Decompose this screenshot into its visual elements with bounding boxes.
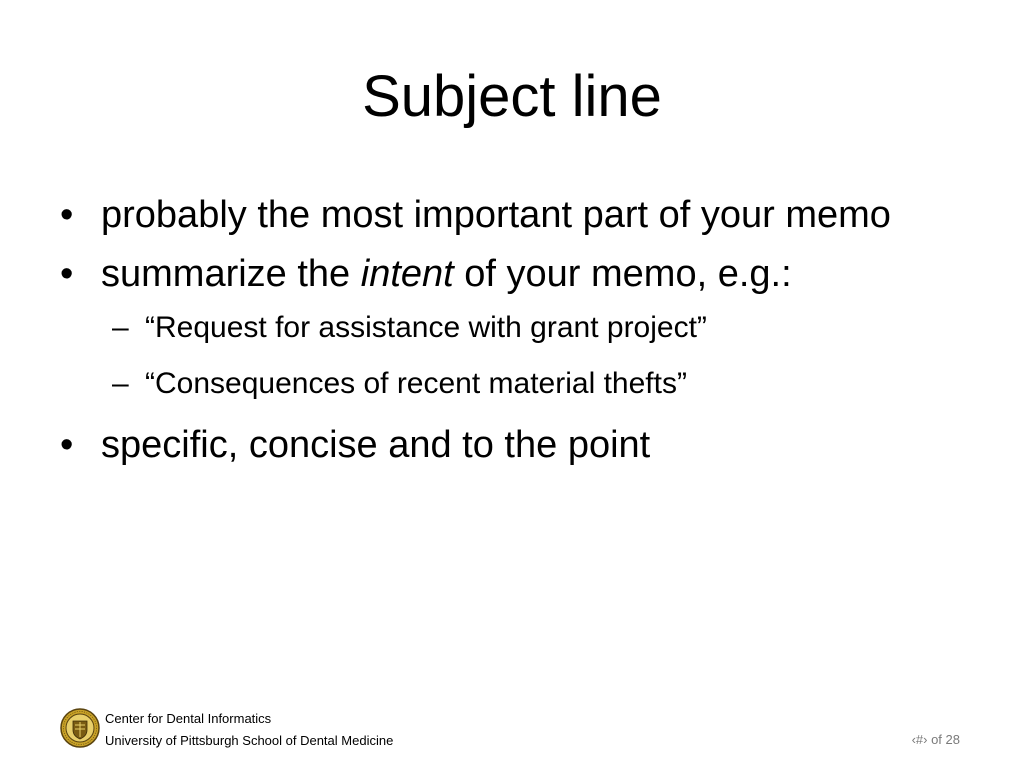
bullet-marker: • — [60, 253, 74, 295]
bullet-text: specific, concise and to the point — [101, 424, 651, 466]
bullet-text: probably the most important part of your memo — [101, 194, 891, 236]
sub-bullet-marker: – — [112, 311, 129, 344]
sub-bullet-text: “Consequences of recent material thefts” — [145, 367, 687, 400]
bullet-text-after: of your memo, e.g.: — [453, 253, 792, 295]
sub-bullet-item — [60, 308, 960, 348]
sub-bullet-marker: – — [112, 367, 129, 400]
bullet-item — [60, 420, 960, 470]
bullet-marker: • — [60, 424, 74, 466]
sub-bullet-text: “Request for assistance with grant project” — [145, 311, 707, 344]
bullet-item — [60, 249, 960, 299]
bullet-emphasis: intent — [360, 253, 454, 295]
footer-line-1: Center for Dental Informatics — [105, 711, 272, 726]
bullet-text-before: summarize the — [101, 253, 361, 295]
bullet-marker: • — [60, 194, 74, 236]
bullet-item — [60, 190, 960, 240]
page-number: ‹#› of 28 — [911, 732, 960, 747]
slide-body — [60, 190, 960, 479]
footer-institution — [105, 708, 393, 752]
footer-line-2: University of Pittsburgh School of Dental Medicine — [105, 733, 394, 748]
sub-bullet-item — [60, 364, 960, 404]
university-seal-icon — [60, 708, 100, 748]
slide-title: Subject line — [362, 64, 662, 129]
